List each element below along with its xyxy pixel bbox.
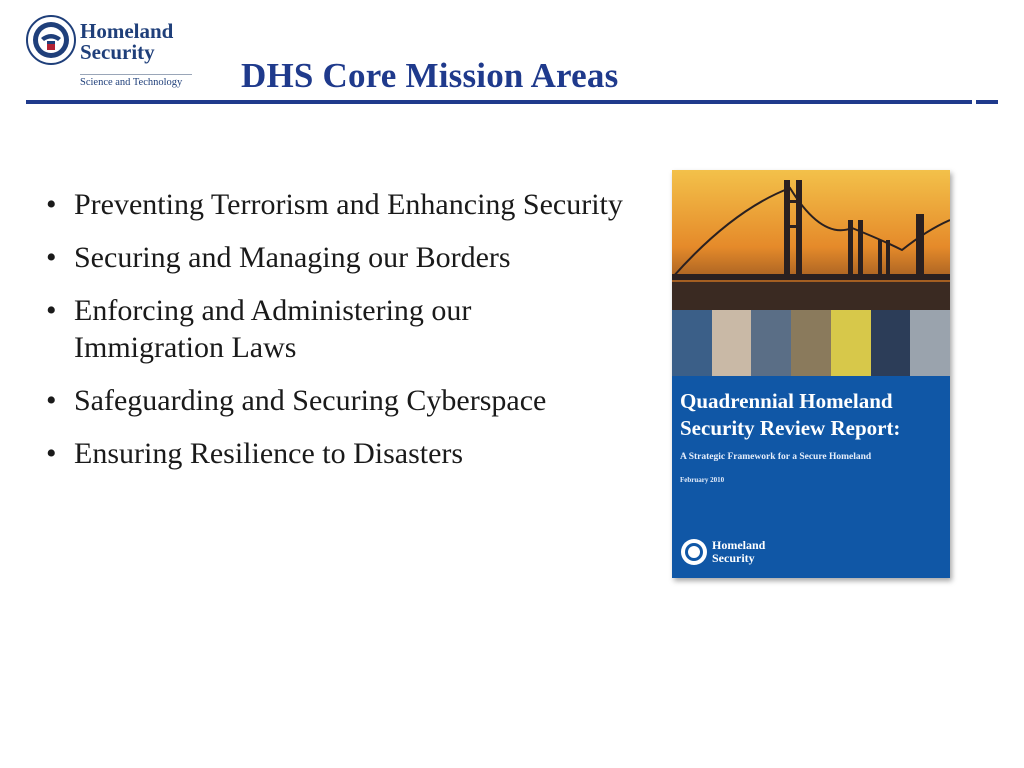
list-item xyxy=(46,292,534,366)
list-item-text: Securing and Managing our Borders xyxy=(74,241,511,274)
list-item-text: Ensuring Resilience to Disasters xyxy=(74,437,464,470)
bullet-icon: • xyxy=(46,241,57,274)
bullet-icon: • xyxy=(46,294,57,327)
bullet-icon: • xyxy=(46,188,57,221)
cover-subtitle: A Strategic Framework for a Secure Homeland xyxy=(680,452,872,462)
list-item xyxy=(46,382,636,419)
cover-title: Quadrennial Homeland Security Review Report: xyxy=(680,389,901,440)
list-item-text: Preventing Terrorism and Enhancing Security xyxy=(74,188,623,221)
list-item xyxy=(46,239,636,276)
mission-list xyxy=(46,186,636,488)
cover-logo-word-homeland: Homeland xyxy=(712,538,766,552)
cover-logo xyxy=(680,538,800,572)
slide-header xyxy=(0,0,1024,110)
dhs-seal-icon xyxy=(680,538,708,566)
cover-date: February 2010 xyxy=(680,476,725,484)
list-item xyxy=(46,435,636,472)
list-item xyxy=(46,186,636,223)
header-rule-tail xyxy=(976,100,998,104)
bullet-icon: • xyxy=(46,384,57,417)
dhs-seal-icon xyxy=(26,14,76,66)
logo-word-security: Security xyxy=(80,40,155,64)
logo-subtitle: Science and Technology xyxy=(80,74,192,88)
bullet-icon: • xyxy=(46,437,57,470)
dhs-logo xyxy=(26,14,196,94)
cover-logo-word-security: Security xyxy=(712,551,755,565)
logo-word-homeland: Homeland xyxy=(80,19,174,43)
list-item-text: Safeguarding and Securing Cyberspace xyxy=(74,384,547,417)
header-rule xyxy=(26,100,972,104)
photo-strip xyxy=(672,310,950,376)
bridge-photo xyxy=(672,170,950,310)
report-cover-image xyxy=(672,170,950,578)
page-title: DHS Core Mission Areas xyxy=(241,56,619,95)
list-item-text: Enforcing and Administering our Immigration Laws xyxy=(74,294,472,364)
